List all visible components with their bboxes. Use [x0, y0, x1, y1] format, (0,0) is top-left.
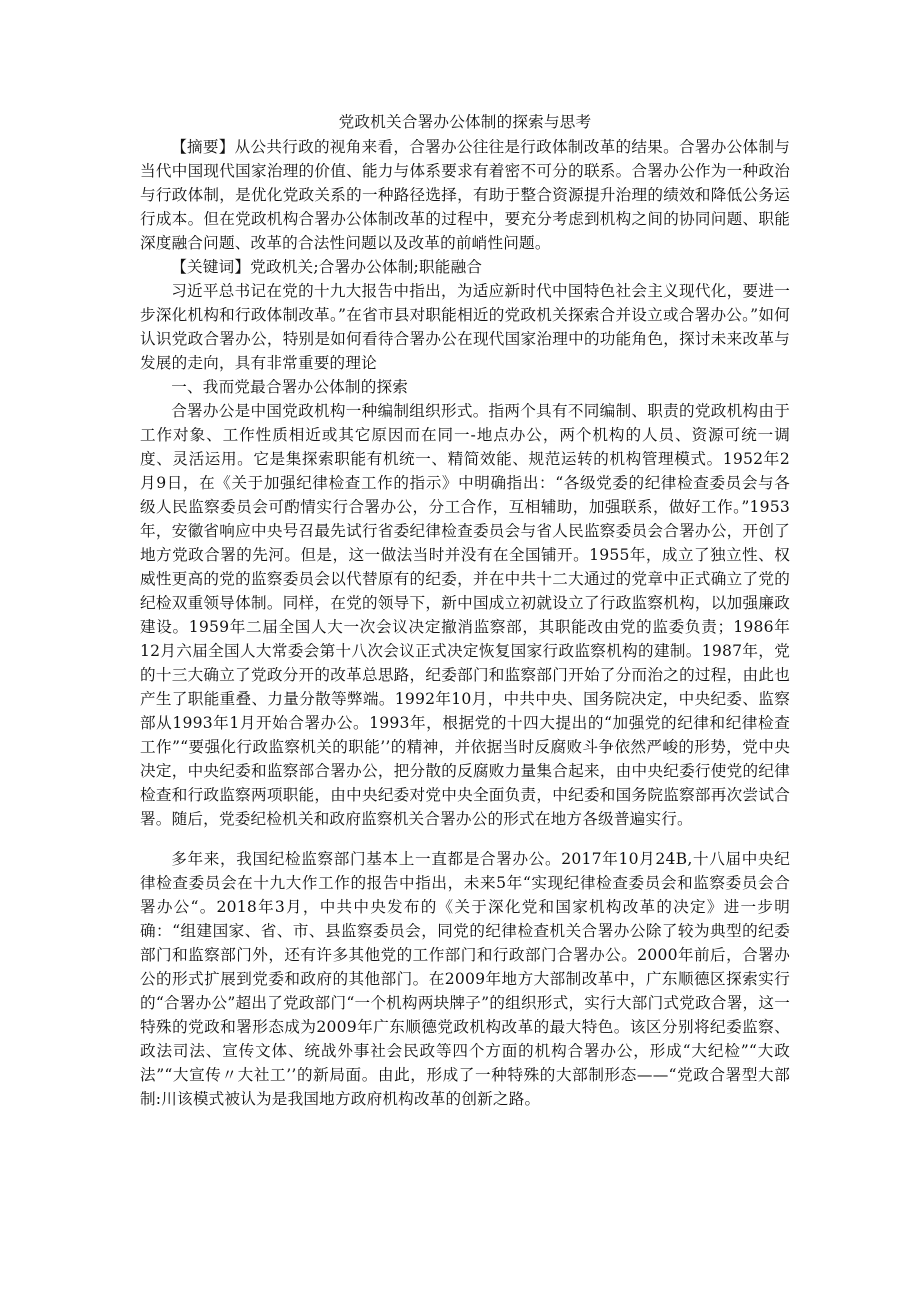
page-title: 党政机关合署办公体制的探索与思考	[338, 113, 592, 131]
abstract-paragraph: 【摘要】从公共行政的视角来看，合署办公往往是行政体制改革的结果。合署办公体制与当代中国现代国家治理的价值、能力与体系要求有着密不可分的联系。合署办公作为一种政治与行政体制，是优化党政关系的一种路径选择，有助于整合资源提升治理的绩效和降低公务运行成本。但在党政机构合署办公体制改革的过程中，要充分考虑到机构之间的协同问题、职能深度融合问题、改革的合法性问题以及改革的前峭性问题。	[140, 138, 790, 252]
body-paragraph-1: 合署办公是中国党政机构一种编制组织形式。指两个具有不同编制、职责的党政机构由于工作对象、工作性质相近或其它原因而在同一-地点办公，两个机构的人员、资源可统一调度、灵活运用。它是集探索职能有机统一、精简效能、规范运转的机构管理模式。1952年2月9日，在《关于加强纪律检查工作的指示》中明确指出：“各级党委的纪律检查委员会与各级人民监察委员会可酌情实行合署办公，分工合作，互相辅助，加强联系，做好工作。”1953年，安徽省响应中央号召最先试行省委纪律检查委员会与省人民监察委员会合署办公，开创了地方党政合署的先河。但是，这一做法当时并没有在全国铺开。1955年，成立了独立性、权威性更高的党的监察委员会以代替原有的纪委，并在中共十二大通过的党章中正式确立了党的纪检双重领导体制。同样，在党的领导下，新中国成立初就设立了行政监察机构，以加强廉政建设。1959年二届全国人大一次会议决定撤消监察部，其职能改由党的监委负责；1986年12月六届全国人大常委会第十八次会议正式决定恢复国家行政监察机构的建制。1987年，党的十三大确立了党政分开的改革总思路，纪委部门和监察部门开始了分而治之的过程，由此也产生了职能重叠、力量分散等弊端。1992年10月，中共中央、国务院决定，中央纪委、监察部从1993年1月开始合署办公。1993年，根据党的十四大提出的“加强党的纪律和纪律检查工作”“要强化行政监察机关的职能’’的精神，并依据当时反腐败斗争依然严峻的形势，党中央决定，中央纪委和监察部合署办公，把分散的反腐败力量集合起来，由中央纪委行使党的纪律检查和行政监察两项职能，由中央纪委对党中央全面负责，中纪委和国务院监察部再次尝试合署。随后，党委纪检机关和政府监察机关合署办公的形式在地方各级普遍实行。	[140, 402, 790, 828]
document-page	[140, 110, 790, 1111]
intro-paragraph: 习近平总书记在党的十九大报告中指出，为适应新时代中国特色社会主义现代化，要进一步深化机构和行政体制改革。”在省市县对职能相近的党政机关探索合并设立或合署办公。”如何认识党政合署办公，特别是如何看待合署办公在现代国家治理中的功能角色，探讨未来改革与发展的走向，具有非常重要的理论	[140, 282, 790, 372]
body-paragraph-2: 多年来，我国纪检监察部门基本上一直都是合署办公。2017年10月24B,十八届中央纪律检查委员会在十九大作工作的报告中指出，未来5年“实现纪律检查委员会和监察委员会合署办公“。2018年3月，中共中央发布的《关于深化党和国家机构改革的决定》进一步明确：“组建国家、省、市、县监察委员会，同党的纪律检查机关合署办公除了较为典型的纪委部门和监察部门外，还有许多其他党的工作部门和行政部门合署办公。2000年前后，合署办公的形式扩展到党委和政府的其他部门。在2009年地方大部制改革中，广东顺德区探索实行的“合署办公”超出了党政部门“一个机构两块牌子”的组织形式，实行大部门式党政合署，这一特殊的党政和署形态成为2009年广东顺德党政机构改革的最大特色。该区分别将纪委监察、政法司法、宣传文体、统战外事社会民政等四个方面的机构合署办公，形成“大纪检”“大政法”“大宣传〃大社工’’的新局面。由此，形成了一种特殊的大部制形态——“党政合署型大部制:川该模式被认为是我国地方政府机构改革的创新之路。	[140, 850, 790, 1108]
section-heading: 一、我而党最合署办公体制的探索	[171, 378, 409, 396]
keywords-line: 【关键词】党政机关;合署办公体制;职能融合	[171, 258, 483, 276]
